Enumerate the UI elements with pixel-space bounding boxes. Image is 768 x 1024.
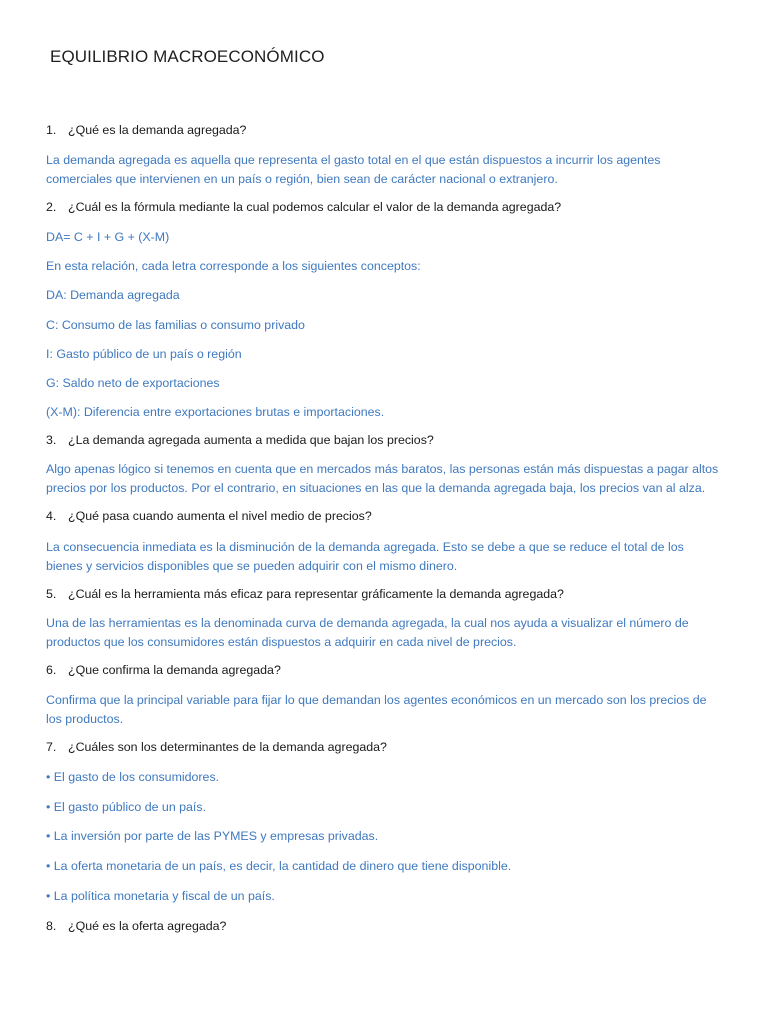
question-4 — [46, 509, 372, 523]
definition-g: G: Saldo neto de exportaciones — [46, 376, 220, 390]
answer-line: bienes y servicios disponibles que se pueden adquirir con el mismo dinero. — [46, 559, 458, 573]
answer-line: Confirma que la principal variable para fijar lo que demandan los agentes económicos en un mercado son los precios de — [46, 693, 707, 707]
answer-3 — [46, 460, 718, 498]
bullet-item: • La oferta monetaria de un país, es decir, la cantidad de dinero que tiene disponible. — [46, 859, 512, 873]
question-number: 5. — [46, 587, 57, 601]
question-3 — [46, 433, 434, 447]
question-text: ¿Que confirma la demanda agregada? — [68, 663, 281, 677]
answer-line: comerciales que intervienen en un país o región, bien sean de carácter nacional o extranjero. — [46, 172, 558, 186]
definition-c: C: Consumo de las familias o consumo privado — [46, 318, 305, 332]
question-number: 7. — [46, 740, 57, 754]
answer-5 — [46, 614, 689, 652]
bullet-item: • El gasto público de un país. — [46, 800, 207, 814]
question-2 — [46, 200, 561, 214]
formula: DA= C + I + G + (X-M) — [46, 230, 170, 244]
question-number: 4. — [46, 509, 57, 523]
question-text: ¿Qué pasa cuando aumenta el nivel medio de precios? — [68, 509, 372, 523]
question-text: ¿La demanda agregada aumenta a medida que bajan los precios? — [68, 433, 434, 447]
question-text: ¿Cuál es la herramienta más eficaz para representar gráficamente la demanda agregada? — [68, 587, 564, 601]
answer-line: La consecuencia inmediata es la disminución de la demanda agregada. Esto se debe a que se reduce el total de los — [46, 540, 684, 554]
question-6 — [46, 663, 281, 677]
answer-line: precios por los productos. Por el contrario, en situaciones en las que la demanda agregada baja, los precios van al alza. — [46, 481, 706, 495]
bullet-item: • La política monetaria y fiscal de un país. — [46, 889, 275, 903]
answer-line: productos que los consumidores están dispuestos a adquirir en cada nivel de precios. — [46, 635, 517, 649]
answer-1 — [46, 151, 660, 189]
page-title: EQUILIBRIO MACROECONÓMICO — [50, 47, 325, 66]
definition-xm: (X-M): Diferencia entre exportaciones brutas e importaciones. — [46, 405, 385, 419]
question-text: ¿Cuál es la fórmula mediante la cual podemos calcular el valor de la demanda agregada? — [68, 200, 562, 214]
definition-da: DA: Demanda agregada — [46, 288, 180, 302]
answer-line: Algo apenas lógico si tenemos en cuenta que en mercados más baratos, las personas están más dispuestas a pagar altos — [46, 462, 719, 476]
question-8 — [46, 919, 226, 933]
question-5 — [46, 587, 564, 601]
question-7 — [46, 740, 387, 754]
bullet-item: • La inversión por parte de las PYMES y empresas privadas. — [46, 829, 379, 843]
question-text: ¿Qué es la demanda agregada? — [68, 123, 247, 137]
answer-line: los productos. — [46, 712, 124, 726]
question-text: ¿Qué es la oferta agregada? — [68, 919, 227, 933]
answer-line: Una de las herramientas es la denominada curva de demanda agregada, la cual nos ayuda a visualizar el número de — [46, 616, 689, 630]
definition-i: I: Gasto público de un país o región — [46, 347, 242, 361]
question-number: 2. — [46, 200, 57, 214]
question-number: 3. — [46, 433, 57, 447]
answer-4 — [46, 538, 684, 576]
question-1 — [46, 123, 246, 137]
answer-6 — [46, 691, 707, 729]
question-number: 6. — [46, 663, 57, 677]
bullet-item: • El gasto de los consumidores. — [46, 770, 220, 784]
relation-intro: En esta relación, cada letra corresponde a los siguientes conceptos: — [46, 259, 421, 273]
question-number: 1. — [46, 123, 57, 137]
question-number: 8. — [46, 919, 57, 933]
answer-line: La demanda agregada es aquella que representa el gasto total en el que están dispuestos a incurrir los agentes — [46, 153, 661, 167]
question-text: ¿Cuáles son los determinantes de la demanda agregada? — [68, 740, 387, 754]
